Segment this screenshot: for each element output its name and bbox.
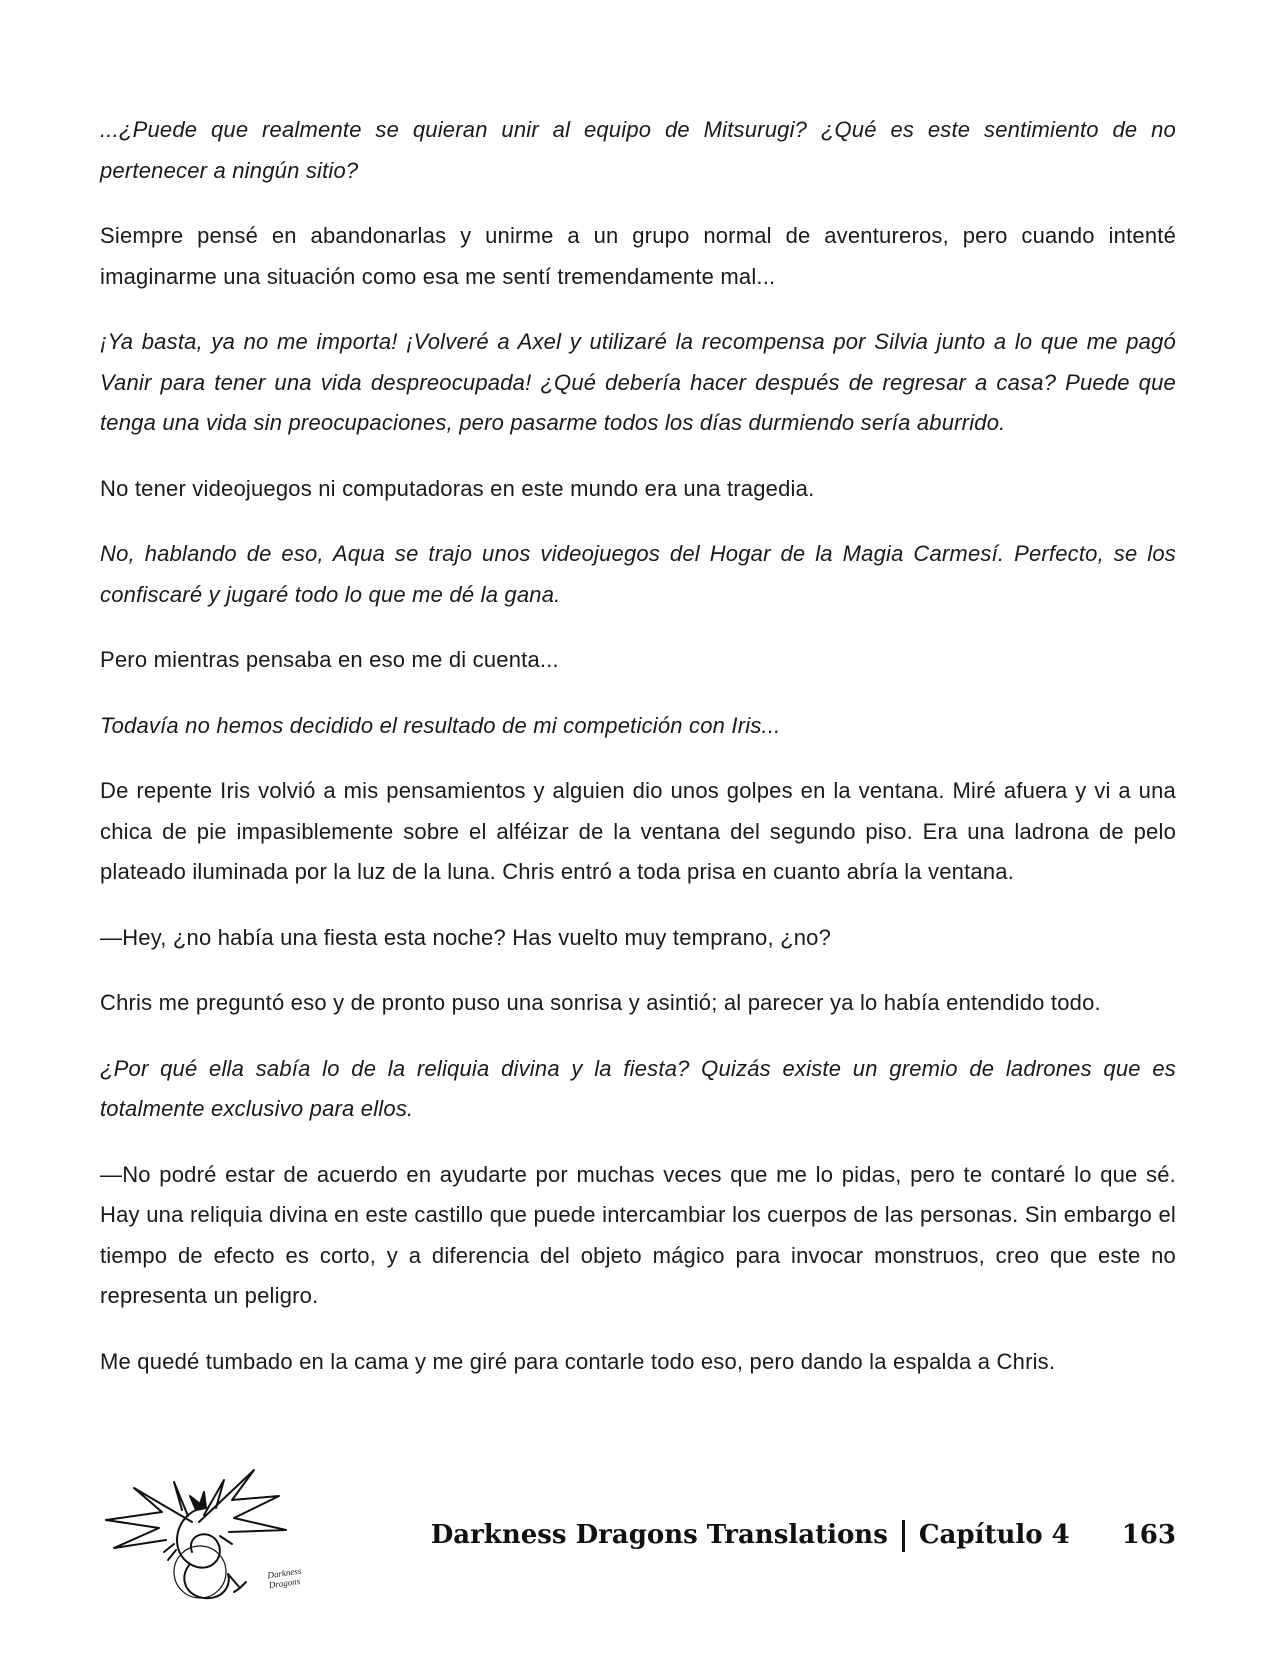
paragraph: Todavía no hemos decidido el resultado de mi competición con Iris... (100, 712, 781, 738)
paragraph: —No podré estar de acuerdo en ayudarte por muchas veces que me lo pidas, pero te contaré lo que sé. Hay una reliquia divina en este castillo que puede intercambiar los cuerpos de las personas. Sin embargo el tiempo de efecto es corto, y a diferencia del objeto mágico para invocar monstruos, creo que este no representa un peligro. (100, 1161, 1176, 1308)
footer-separator (902, 1520, 905, 1552)
paragraph: De repente Iris volvió a mis pensamientos y alguien dio unos golpes en la ventana. Miré afuera y vi a una chica de pie impasiblemente sobre el alféizar de la ventana del segundo piso. Era una ladrona de pelo plateado iluminada por la luz de la luna. Chris entró a toda prisa en cuanto abría la ventana. (100, 778, 1176, 884)
paragraph: ...¿Puede que realmente se quieran unir al equipo de Mitsurugi? ¿Qué es este sentimiento de no pertenecer a ningún sitio? (100, 117, 1176, 183)
dragon-logo-icon (104, 1460, 302, 1610)
logo-text: Darkness Dragons (266, 1565, 302, 1591)
group-name: Darkness Dragons Translations (430, 1520, 888, 1550)
paragraph: —Hey, ¿no había una fiesta esta noche? Has vuelto muy temprano, ¿no? (100, 924, 832, 950)
paragraph: Me quedé tumbado en la cama y me giré para contarle todo eso, pero dando la espalda a Chris. (100, 1348, 1056, 1374)
page-footer (0, 1460, 1280, 1620)
footer-title (431, 1520, 1176, 1552)
paragraph: Siempre pensé en abandonarlas y unirme a un grupo normal de aventureros, pero cuando intenté imaginarme una situación como esa me sentí tremendamente mal... (100, 223, 1176, 289)
paragraph: Chris me preguntó eso y de pronto puso una sonrisa y asintió; al parecer ya lo había entendido todo. (100, 990, 1101, 1015)
page-body (100, 110, 1176, 1407)
paragraph: No, hablando de eso, Aqua se trajo unos videojuegos del Hogar de la Magia Carmesí. Perfecto, se los confiscaré y jugaré todo lo que me dé la gana. (100, 541, 1176, 607)
paragraph: Pero mientras pensaba en eso me di cuenta... (100, 647, 559, 672)
paragraph: ¡Ya basta, ya no me importa! ¡Volveré a Axel y utilizaré la recompensa por Silvia junto a lo que me pagó Vanir para tener una vida despreocupada! ¿Qué debería hacer después de regresar a casa? Puede que tenga una vida sin preocupaciones, pero pasarme todos los días durmiendo sería aburrido. (100, 329, 1176, 435)
paragraph: ¿Por qué ella sabía lo de la reliquia divina y la fiesta? Quizás existe un gremio de ladrones que es totalmente exclusivo para ellos. (100, 1055, 1176, 1121)
chapter-label: Capítulo 4 (918, 1520, 1070, 1550)
page-number: 163 (1121, 1520, 1176, 1550)
paragraph: No tener videojuegos ni computadoras en este mundo era una tragedia. (100, 475, 815, 501)
